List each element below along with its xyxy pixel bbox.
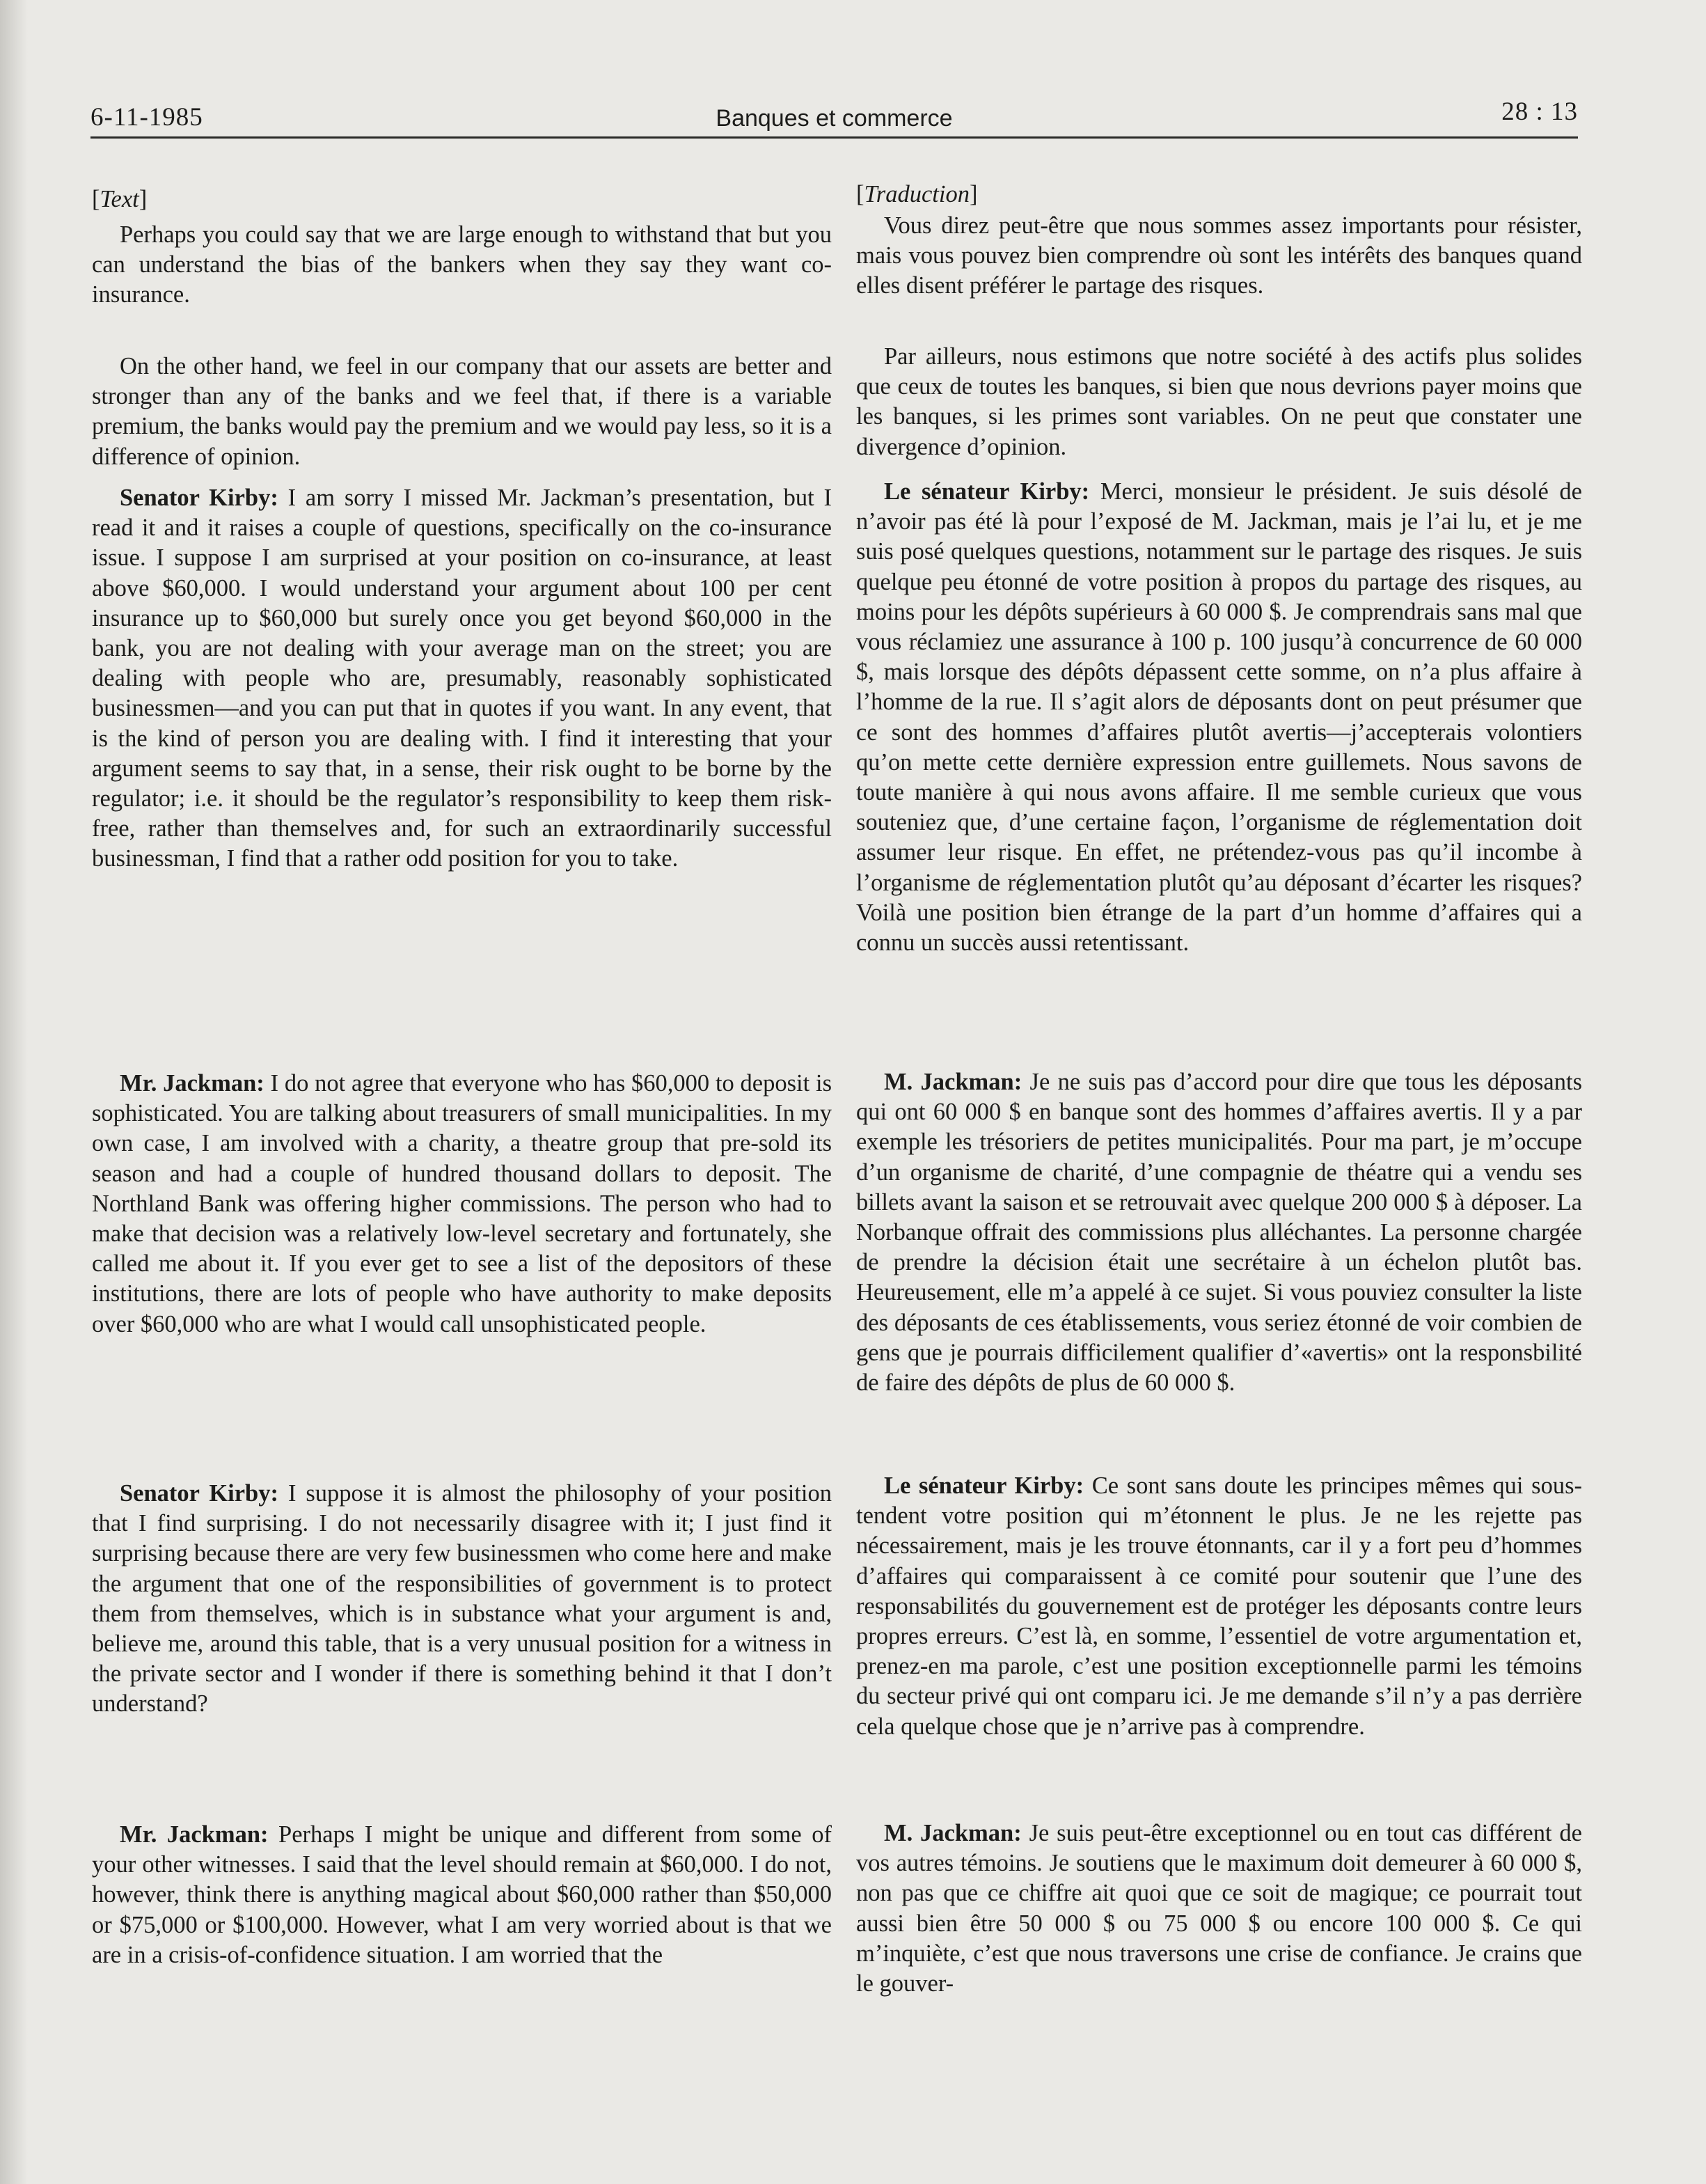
paragraph: Mr. Jackman: I do not agree that everyone who has $60,000 to deposit is sophisticated. You are talking about treasurers of small municipalities. In my own case, I am involved with a charity, a theatre group that pre-sold its season and had a couple of hundred thousand dollars to deposit. The Northland Bank was offering higher commissions. The person who had to make that decision was a relatively low-level secretary and fortunately, she called me about it. If you ever get to see a list of the depositors of these institutions, there are lots of people who have authority to make deposits over $60,000 who are what I would call unsophisticated people.	[92, 1070, 832, 1337]
header-date: 6-11-1985	[90, 103, 203, 132]
column-label: [Traduction]	[856, 181, 978, 207]
paragraph: Senator Kirby: I suppose it is almost the philosophy of your position that I find surprising. I do not necessarily disagree with it; I just find it surprising because there are very few businessmen who come here and make the argument that one of the responsibilities of government is to protect them from themselves, which is in substance what your argument is and, believe me, around this table, that is a very unusual position for a witness in the private sector and I wonder if there is something behind it that I don’t understand?	[92, 1480, 832, 1718]
paragraph: Le sénateur Kirby: Merci, monsieur le président. Je suis désolé de n’avoir pas été là pour l’exposé de M. Jackman, mais je l’ai lu, et je me suis posé quelques questions, notamment sur le partage des risques. Je suis quelque peu étonné de votre position à propos du partage des risques, au moins pour les dépôts supérieurs à 60 000 $. Je comprendrais sans mal que vous réclamiez une assurance à 100 p. 100 jusqu’à concurrence de 60 000 $, mais lorsque des dépôts dépassent cette somme, on n’a plus affaire à l’homme de la rue. Il s’agit alors de déposants dont on peut présumer que ce sont des hommes d’affaires plutôt avertis—j’accepterais volontiers qu’on mette cette dernière expression entre guillemets. Nous savons de toute manière à qui nous avons affaire. Il me semble curieux que vous souteniez que, d’une certaine façon, l’organisme de réglementation doit assumer leur risque. En effet, ne prétendez-vous pas qu’il incombe à l’organisme de réglementation plutôt qu’au déposant d’écarter les risques? Voilà une position bien étrange de la part d’un homme d’affaires qui a connu un succès aussi retentissant.	[856, 478, 1582, 957]
column-label: [Text]	[92, 186, 148, 212]
paragraph: Perhaps you could say that we are large enough to withstand that but you can understand the bias of the bankers when they say they want co-insurance.	[92, 221, 832, 308]
paragraph: Mr. Jackman: Perhaps I might be unique and different from some of your other witnesses. I said that the level should remain at $60,000. I do not, however, think there is anything magical about $60,000 rather than $50,000 or $75,000 or $100,000. However, what I am very worried about is that we are in a crisis-of-confidence situation. I am worried that the	[92, 1821, 832, 1968]
paragraph: Senator Kirby: I am sorry I missed Mr. Jackman’s presentation, but I read it and it raises a couple of questions, specifically on the co-insurance issue. I suppose I am surprised at your position on co-insurance, at least above $60,000. I would understand your argument about 100 per cent insurance up to $60,000 but surely once you get beyond $60,000 in the bank, you are not dealing with your average man on the street; you are dealing with people who are, presumably, reasonably sophisticated businessmen—and you can put that in quotes if you want. In any event, that is the kind of person you are dealing with. I find it interesting that your argument seems to say that, in a sense, their risk ought to be borne by the regulator; i.e. it should be the regulator’s responsibility to keep them risk-free, rather than themselves and, for such an extraordinarily successful businessman, I find that a rather odd position for you to take.	[92, 485, 832, 872]
paragraph: M. Jackman: Je suis peut-être exceptionnel ou en tout cas différent de vos autres témoins. Je soutiens que le maximum doit demeurer à 60 000 $, non pas que ce chiffre ait quoi que ce soit de magique; ce pourrait tout aussi bien être 50 000 $ ou 75 000 $ ou encore 100 000 $. Ce qui m’inquiète, c’est que nous traversons une crise de confiance. Je crains que le gouver-	[856, 1820, 1582, 1997]
header-page-number: 28 : 13	[1501, 97, 1578, 126]
binding-shadow	[0, 0, 28, 2184]
paragraph: Le sénateur Kirby: Ce sont sans doute les principes mêmes qui sous-tendent votre position qui m’étonnent le plus. Je ne les rejette pas nécessairement, mais je les trouve étonnants, car il y a fort peu d’hommes d’affaires qui comparaissent à ce comité pour soutenir que l’une des responsabilités du gouvernement est de protéger les déposants contre leurs propres erreurs. C’est là, en somme, l’essentiel de votre argumentation et, prenez-en ma parole, c’est une position exceptionnelle parmi les témoins du secteur privé qui ont comparu ici. Je me demande s’il n’y a pas derrière cela quelque chose que je n’arrive pas à comprendre.	[856, 1472, 1582, 1740]
running-header	[90, 97, 1578, 139]
header-title: Banques et commerce	[716, 105, 953, 132]
paragraph: M. Jackman: Je ne suis pas d’accord pour dire que tous les déposants qui ont 60 000 $ en banque sont des hommes d’affaires avertis. Il y a par exemple les trésoriers de petites municipalités. Pour ma part, je m’occupe d’un organisme de charité, d’une compagnie de théatre qui a vendu ses billets avant la saison et se retrouvait avec quelque 200 000 $ à déposer. La Norbanque offrait des commissions plus alléchantes. La personne chargée de prendre la décision était une secrétaire à un échelon plutôt bas. Heureusement, elle m’a appelé à ce sujet. Si vous pouviez consulter la liste des déposants de ces établissements, vous seriez étonné de voir combien de gens que je pourrais difficilement qualifier d’«avertis» ont la responsbilité de faire des dépôts de plus de 60 000 $.	[856, 1069, 1582, 1397]
paragraph: On the other hand, we feel in our company that our assets are better and stronger than any of the banks and we feel that, if there is a variable premium, the banks would pay the premium and we would pay less, so it is a difference of opinion.	[92, 353, 832, 470]
paragraph: Par ailleurs, nous estimons que notre société à des actifs plus solides que ceux de toutes les banques, si bien que nous devrions payer moins que les banques, si les primes sont variables. On ne peut que constater une divergence d’opinion.	[856, 343, 1582, 460]
paragraph: Vous direz peut-être que nous sommes assez importants pour résister, mais vous pouvez bien comprendre où sont les intérêts des banques quand elles disent préférer le partage des risques.	[856, 212, 1582, 299]
